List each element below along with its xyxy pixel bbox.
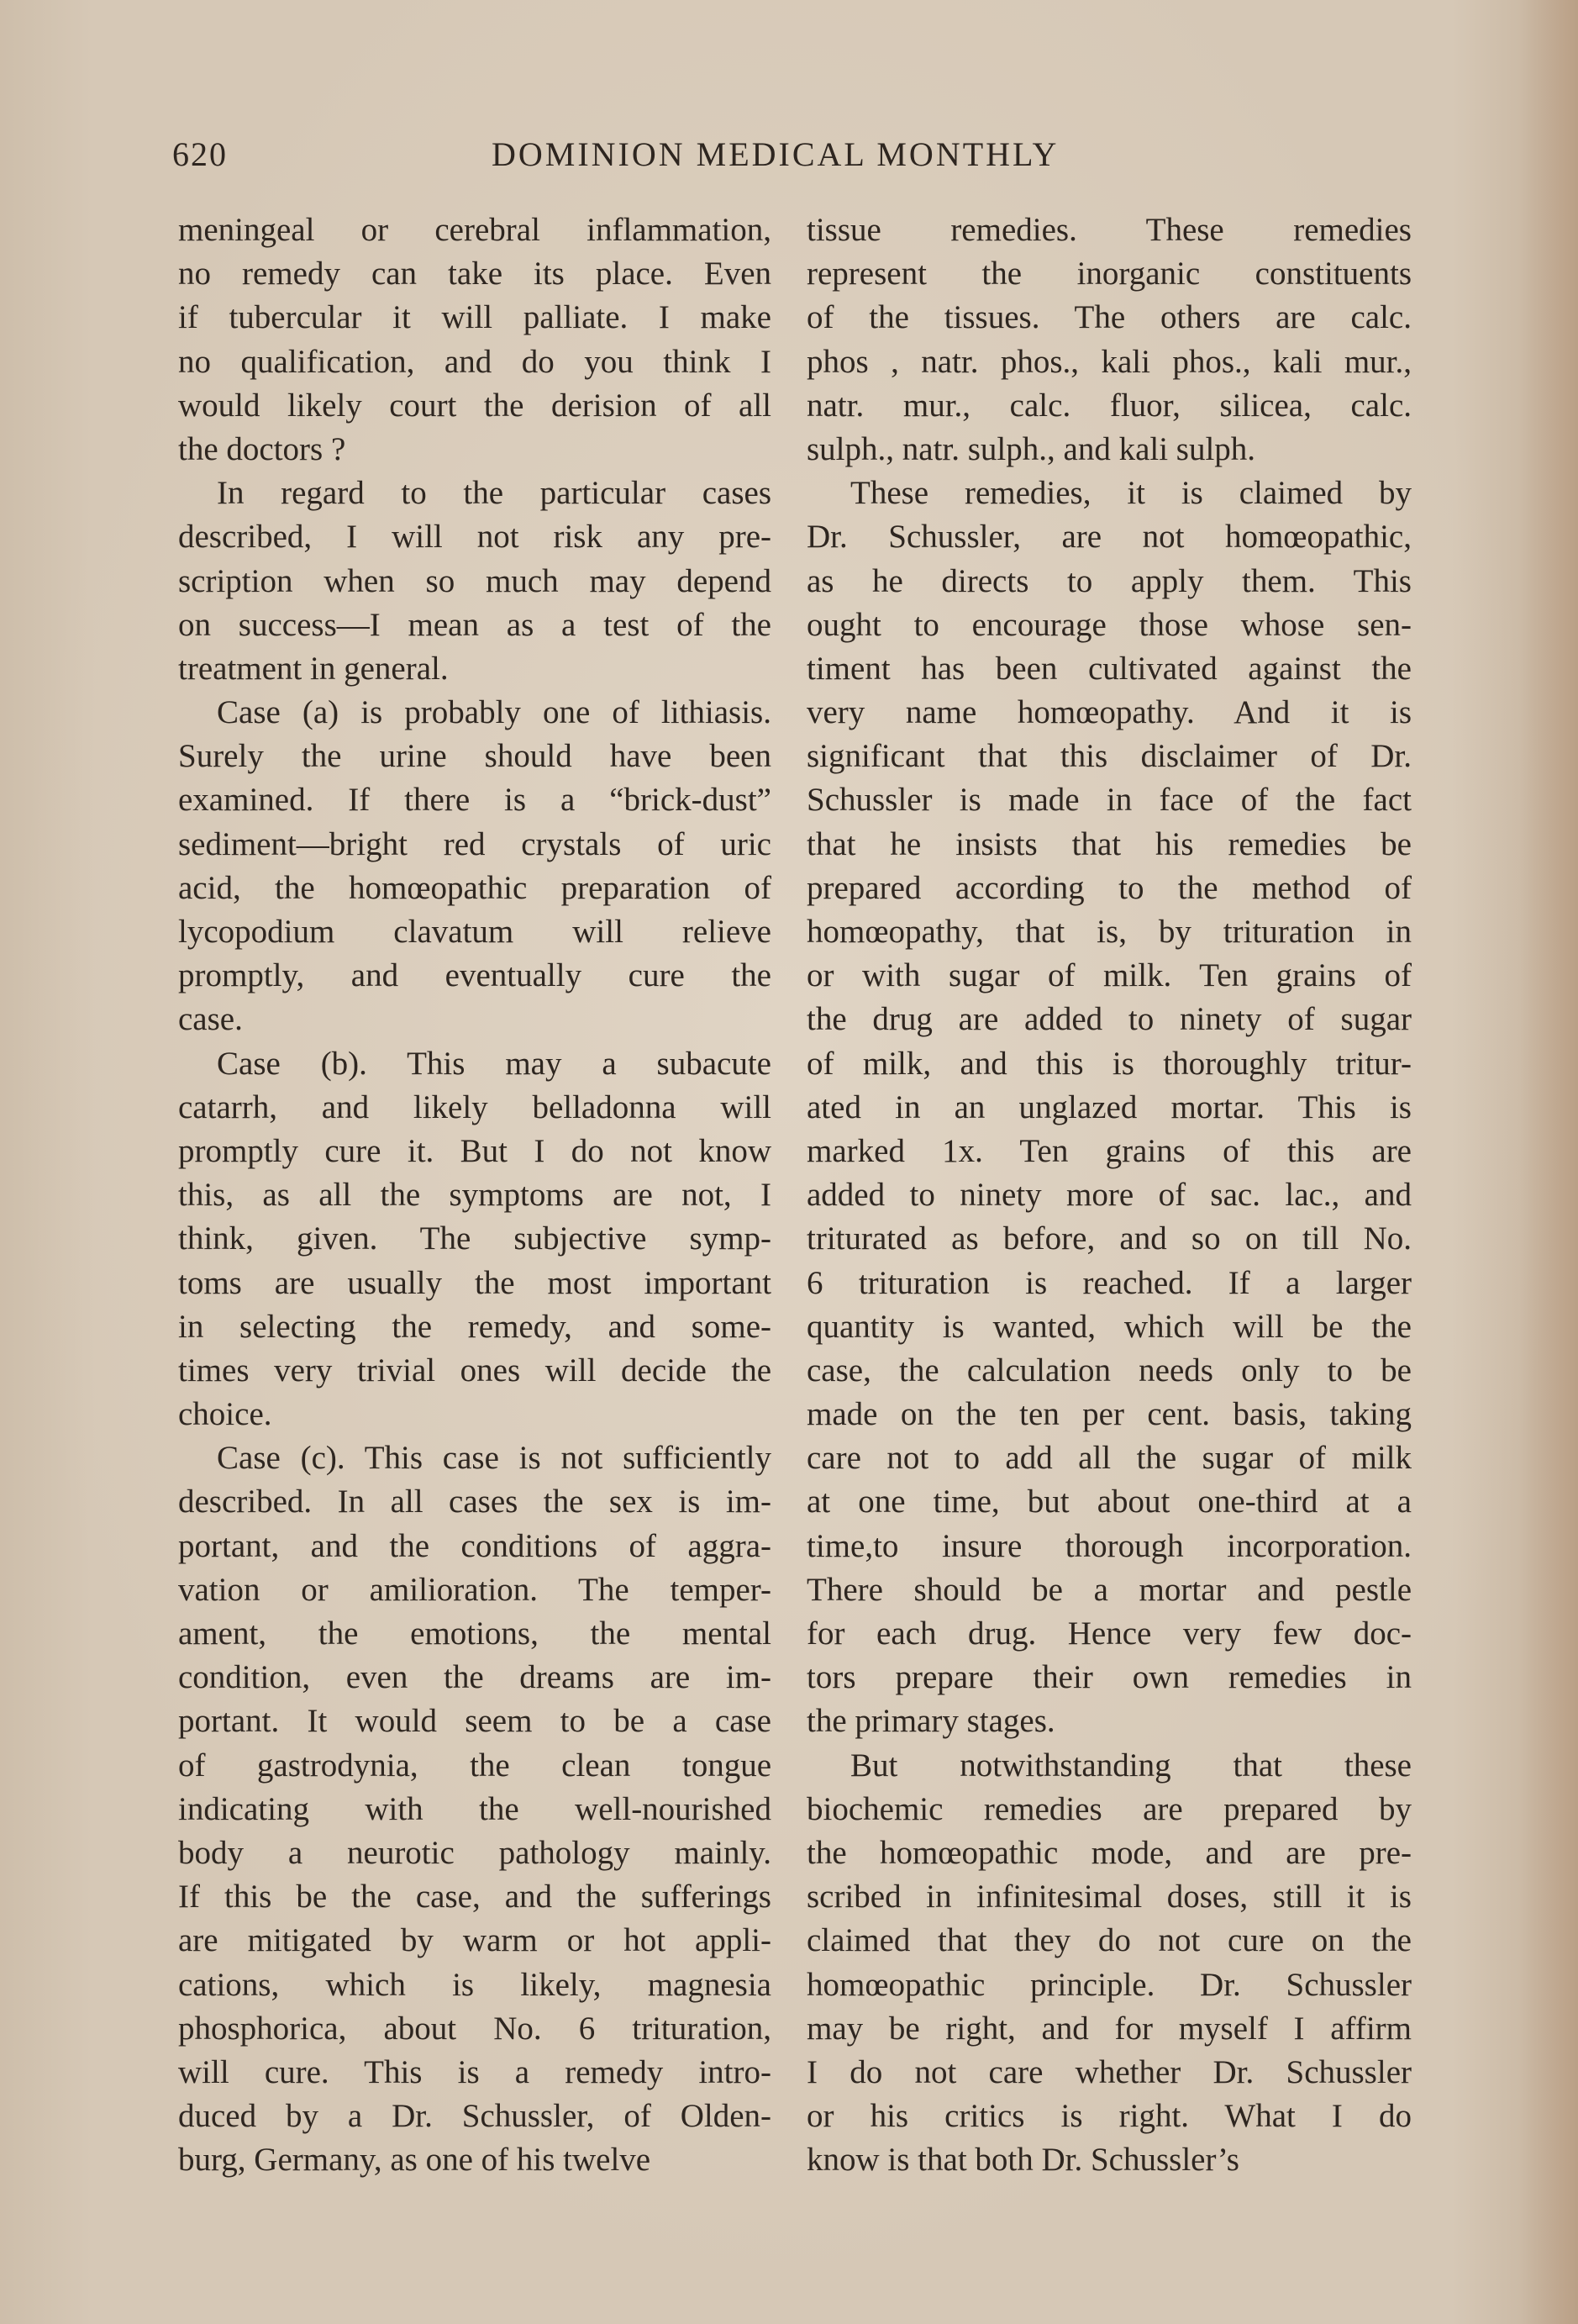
text-line: ought to encourage those whose sen- [807,606,1412,643]
text-line: know is that both Dr. Schussler’s [807,2142,1239,2179]
text-line: biochemic remedies are prepared by [807,1790,1412,1827]
text-line: triturated as before, and so on till No. [807,1220,1412,1257]
text-line: ament, the emotions, the mental [178,1615,771,1652]
text-line: body a neurotic pathology mainly. [178,1834,771,1871]
right-column [807,208,1412,2182]
text-line: examined. If there is a “brick-dust” [178,782,771,819]
text-line: But notwithstanding that these [850,1747,1412,1784]
text-line: There should be a mortar and pestle [807,1571,1412,1608]
text-line: or his critics is right. What I do [807,2098,1412,2135]
text-line: If this be the case, and the sufferings [178,1879,771,1916]
text-line: no remedy can take its place. Even [178,256,771,292]
text-line: sulph., natr. sulph., and kali sulph. [807,430,1256,467]
text-line: significant that this disclaimer of Dr. [807,738,1412,775]
text-line: Case (c). This case is not sufficiently [217,1440,771,1477]
text-line: times very trivial ones will decide the [178,1352,771,1389]
text-line: toms are usually the most important [178,1264,771,1301]
text-line: catarrh, and likely belladonna will [178,1088,771,1125]
text-line: in selecting the remedy, and some- [178,1308,771,1345]
text-line: described. In all cases the sex is im- [178,1483,771,1520]
text-line: added to ninety more of sac. lac., and [807,1177,1412,1214]
text-line: the primary stages. [807,1703,1055,1740]
text-line: as he directs to apply them. This [807,562,1412,599]
text-line: think, given. The subjective symp- [178,1220,771,1257]
text-line: case. [178,1001,243,1038]
text-line: marked 1x. Ten grains of this are [807,1132,1412,1169]
text-line: on success—I mean as a test of the [178,606,771,643]
running-title: DOMINION MEDICAL MONTHLY [492,135,1060,173]
text-line: will cure. This is a remedy intro- [178,2053,771,2090]
text-line: acid, the homœopathic preparation of [178,869,771,906]
page-header [172,134,1416,178]
text-line: of the tissues. The others are calc. [807,299,1412,336]
text-line: Case (a) is probably one of lithiasis. [217,694,771,731]
text-line: the doctors ? [178,430,346,467]
text-line: meningeal or cerebral inflammation, [178,212,771,248]
text-line: may be right, and for myself I affirm [807,2010,1412,2047]
text-line: time,to insure thorough incorporation. [807,1527,1412,1564]
text-line: homœopathic principle. Dr. Schussler [807,1966,1412,2003]
text-line: claimed that they do not cure on the [807,1922,1412,1959]
left-column [178,208,771,2182]
text-line: promptly, and eventually cure the [178,957,771,994]
text-line: for each drug. Hence very few doc- [807,1615,1412,1652]
text-line: of milk, and this is thoroughly tritur- [807,1045,1412,1082]
page-edge-shadow [1519,0,1578,2324]
text-line: if tubercular it will palliate. I make [178,299,771,336]
text-line: scribed in infinitesimal doses, still it is [807,1879,1412,1916]
text-line: In regard to the particular cases [217,475,771,512]
text-line: condition, even the dreams are im- [178,1659,771,1696]
text-line: portant, and the conditions of aggra- [178,1527,771,1564]
text-line: case, the calculation needs only to be [807,1352,1412,1389]
text-line: at one time, but about one-third at a [807,1483,1412,1520]
text-line: treatment in general. [178,650,449,687]
text-line: the homœopathic mode, and are pre- [807,1834,1412,1871]
text-line: vation or amilioration. The temper- [178,1571,771,1608]
text-line: These remedies, it is claimed by [850,475,1412,512]
text-line: described, I will not risk any pre- [178,519,771,556]
text-line: very name homœopathy. And it is [807,694,1412,731]
text-line: natr. mur., calc. fluor, silicea, calc. [807,387,1412,424]
text-line: represent the inorganic constituents [807,256,1412,292]
text-line: Schussler is made in face of the fact [807,782,1412,819]
text-line: indicating with the well-nourished [178,1790,771,1827]
text-line: no qualification, and do you think I [178,343,771,380]
text-line: care not to add all the sugar of milk [807,1440,1412,1477]
text-line: promptly cure it. But I do not know [178,1132,771,1169]
text-line: would likely court the derision of all [178,387,771,424]
text-line: choice. [178,1396,272,1433]
text-line: tissue remedies. These remedies [807,212,1412,248]
text-line: phos , natr. phos., kali phos., kali mur., [807,343,1412,380]
text-line: sediment—bright red crystals of uric [178,825,771,862]
text-line: cations, which is likely, magnesia [178,1966,771,2003]
text-line: tors prepare their own remedies in [807,1659,1412,1696]
text-line: Case (b). This may a subacute [217,1045,771,1082]
text-line: are mitigated by warm or hot appli- [178,1922,771,1959]
text-line: burg, Germany, as one of his twelve [178,2142,651,2179]
page-number: 620 [172,135,228,173]
text-line: 6 trituration is reached. If a larger [807,1264,1412,1301]
text-line: Dr. Schussler, are not homœopathic, [807,519,1412,556]
text-line: made on the ten per cent. basis, taking [807,1396,1412,1433]
text-line: lycopodium clavatum will relieve [178,914,771,950]
text-line: prepared according to the method of [807,869,1412,906]
text-line: homœopathy, that is, by trituration in [807,914,1412,950]
text-line: quantity is wanted, which will be the [807,1308,1412,1345]
text-line: I do not care whether Dr. Schussler [807,2053,1412,2090]
text-line: of gastrodynia, the clean tongue [178,1747,771,1784]
text-line: phosphorica, about No. 6 trituration, [178,2010,771,2047]
text-line: ated in an unglazed mortar. This is [807,1088,1412,1125]
text-line: the drug are added to ninety of sugar [807,1001,1412,1038]
text-line: timent has been cultivated against the [807,650,1412,687]
text-line: duced by a Dr. Schussler, of Olden- [178,2098,771,2135]
text-line: Surely the urine should have been [178,738,771,775]
text-line: this, as all the symptoms are not, I [178,1177,771,1214]
text-line: portant. It would seem to be a case [178,1703,771,1740]
text-line: that he insists that his remedies be [807,825,1412,862]
text-line: or with sugar of milk. Ten grains of [807,957,1412,994]
text-line: scription when so much may depend [178,562,771,599]
